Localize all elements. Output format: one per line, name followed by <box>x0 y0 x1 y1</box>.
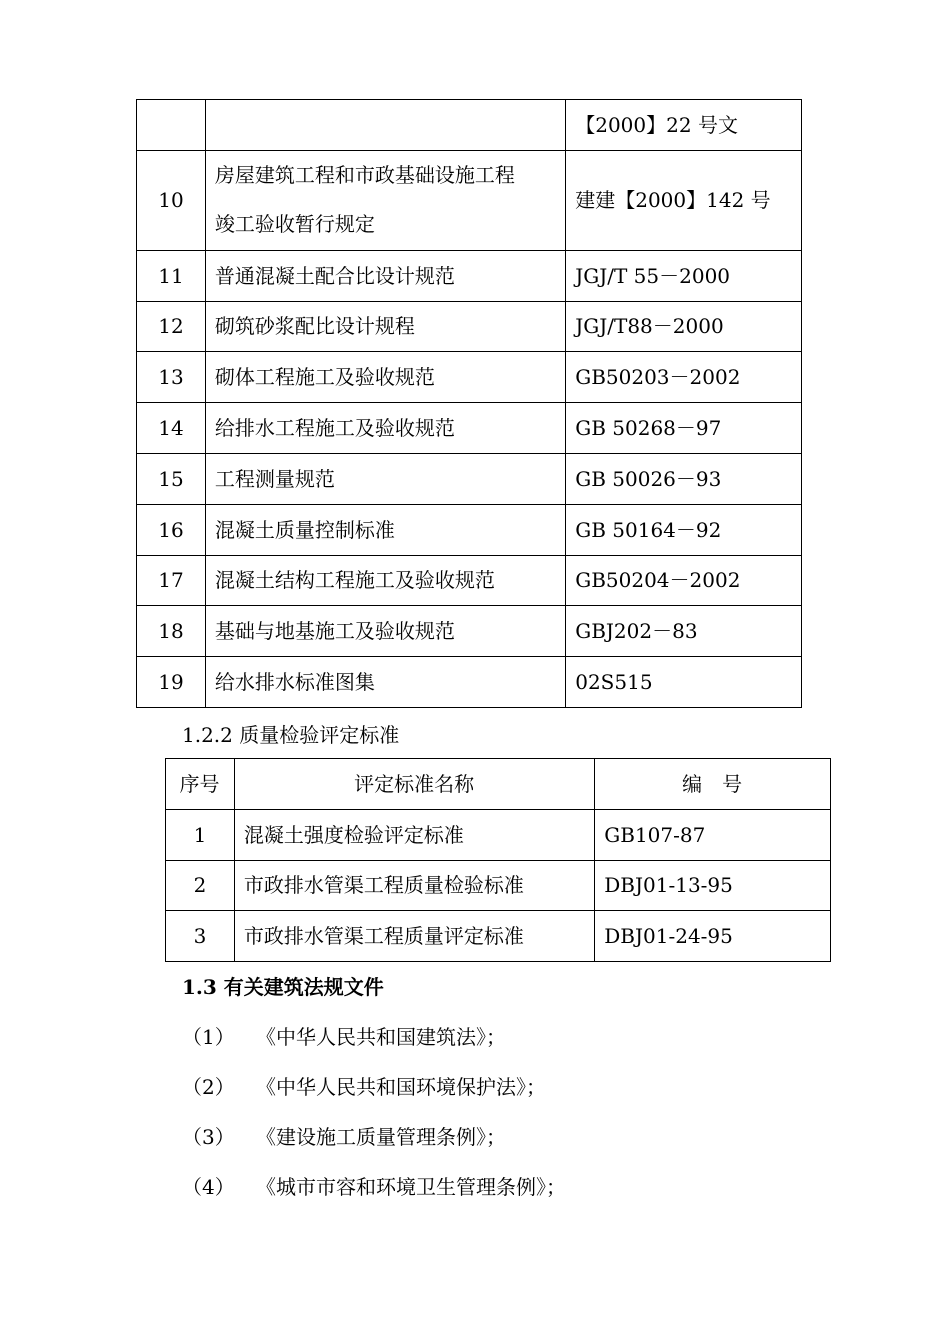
law-item <box>182 1024 506 1050</box>
standard-name <box>205 150 565 250</box>
evaluation-standards-table <box>165 758 831 962</box>
table-header-row <box>166 759 831 810</box>
standard-code: GB 50268－97 <box>566 403 802 454</box>
standard-name: 市政排水管渠工程质量评定标准 <box>234 911 594 962</box>
table-row <box>137 403 802 454</box>
standard-name: 混凝土结构工程施工及验收规范 <box>205 555 565 606</box>
standard-name: 砌筑砂浆配比设计规程 <box>205 301 565 352</box>
standard-code: 【2000】22 号文 <box>566 100 802 151</box>
row-number: 1 <box>166 809 235 860</box>
standard-name-line2: 竣工验收暂行规定 <box>214 211 375 236</box>
standard-code: GB 50164－92 <box>566 504 802 555</box>
standard-code: GB 50026－93 <box>566 453 802 504</box>
table-row <box>137 150 802 250</box>
law-item <box>182 1124 506 1150</box>
row-number: 14 <box>137 403 206 454</box>
standard-code: 02S515 <box>566 657 802 708</box>
table-row <box>166 911 831 962</box>
standard-code: 建建【2000】142 号 <box>566 150 802 250</box>
law-item-text: 《中华人民共和国环境保护法》； <box>256 1075 546 1099</box>
row-number: 2 <box>166 860 235 911</box>
row-number: 17 <box>137 555 206 606</box>
standard-name: 给排水工程施工及验收规范 <box>205 403 565 454</box>
law-item-text: 《城市市容和环境卫生管理条例》； <box>256 1175 566 1199</box>
row-number: 16 <box>137 504 206 555</box>
standard-name: 砌体工程施工及验收规范 <box>205 352 565 403</box>
row-number <box>137 100 206 151</box>
standard-name: 基础与地基施工及验收规范 <box>205 606 565 657</box>
row-number: 19 <box>137 657 206 708</box>
law-item-number: （3） <box>182 1125 235 1149</box>
law-item-number: （4） <box>182 1175 235 1199</box>
row-number: 15 <box>137 453 206 504</box>
standard-code: GB50204－2002 <box>566 555 802 606</box>
standard-code: DBJ01-24-95 <box>595 911 831 962</box>
standard-name: 混凝土强度检验评定标准 <box>234 809 594 860</box>
table-row <box>137 301 802 352</box>
table-row <box>137 606 802 657</box>
table-row <box>137 453 802 504</box>
standard-name: 混凝土质量控制标准 <box>205 504 565 555</box>
law-item-text: 《建设施工质量管理条例》； <box>256 1125 506 1149</box>
table-row <box>137 250 802 301</box>
table-row <box>166 809 831 860</box>
standard-name <box>205 100 565 151</box>
row-number: 3 <box>166 911 235 962</box>
law-item-number: （2） <box>182 1075 235 1099</box>
standard-code: DBJ01-13-95 <box>595 860 831 911</box>
header-code: 编 号 <box>595 759 831 810</box>
law-item-text: 《中华人民共和国建筑法》； <box>256 1025 506 1049</box>
table-row <box>137 100 802 151</box>
standard-name: 市政排水管渠工程质量检验标准 <box>234 860 594 911</box>
standard-code: GB107-87 <box>595 809 831 860</box>
law-item-number: （1） <box>182 1025 235 1049</box>
standard-code: GB50203－2002 <box>566 352 802 403</box>
standard-name: 工程测量规范 <box>205 453 565 504</box>
standard-code: GBJ202－83 <box>566 606 802 657</box>
standards-table <box>136 99 802 708</box>
row-number: 12 <box>137 301 206 352</box>
standard-code: JGJ/T 55－2000 <box>566 250 802 301</box>
law-item <box>182 1174 566 1200</box>
table-row <box>137 504 802 555</box>
row-number: 11 <box>137 250 206 301</box>
row-number: 18 <box>137 606 206 657</box>
table-row <box>166 860 831 911</box>
table-row <box>137 657 802 708</box>
standard-code: JGJ/T88－2000 <box>566 301 802 352</box>
table-row <box>137 352 802 403</box>
row-number: 10 <box>137 150 206 250</box>
standard-name-line1: 房屋建筑工程和市政基础设施工程 <box>214 162 515 187</box>
law-item <box>182 1074 546 1100</box>
section-heading-1-3: 1.3 有关建筑法规文件 <box>182 975 384 999</box>
standard-name: 给水排水标准图集 <box>205 657 565 708</box>
standard-name: 普通混凝土配合比设计规范 <box>205 250 565 301</box>
section-heading-1-2-2: 1.2.2 质量检验评定标准 <box>182 723 400 747</box>
header-name: 评定标准名称 <box>234 759 594 810</box>
table-row <box>137 555 802 606</box>
row-number: 13 <box>137 352 206 403</box>
header-no: 序号 <box>166 759 235 810</box>
